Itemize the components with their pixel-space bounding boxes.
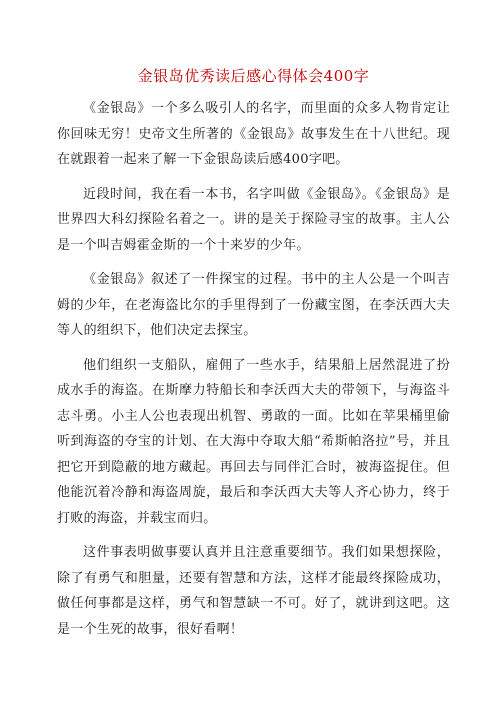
paragraph-adventure: 他们组织一支船队，雇佣了一些水手，结果船上居然混进了扮成水手的海盗。在斯摩力特船长和李沃西大夫的带领下，与海盗斗志斗勇。小主人公也表现出机智、勇敢的一面。比如在苹果桶里偷听到海盗的夺宝的计划、在大海中夺取大船“希斯帕洛拉”号，并且把它开到隐蔽的地方藏起。再回去与同伴汇合时，被海盗捉住。但他能沉着冷静和海盗周旋，最后和李沃西大夫等人齐心协力，终于打败的海盗，并载宝而归。 xyxy=(57,357,450,526)
paragraph-book-intro: 近段时间，我在看一本书，名字叫做《金银岛》。《金银岛》是世界四大科幻探险名着之一。讲的是关于探险寻宝的故事。主人公是一个叫吉姆霍金斯的一个十来岁的少年。 xyxy=(57,186,450,253)
document-title: 金银岛优秀读后感心得体会400字 xyxy=(137,67,370,85)
paragraph-story-summary: 《金银岛》叙述了一件探宝的过程。书中的主人公是一个叫吉姆的少年，在老海盗比尔的手里得到了一份藏宝图，在李沃西大夫等人的组织下，他们决定去探宝。 xyxy=(57,272,450,338)
paragraph-conclusion: 这件事表明做事要认真并且注意重要细节。我们如果想探险，除了有勇气和胆量，还要有智慧和方法，这样才能最终探险成功，做任何事都是这样，勇气和智慧缺一不可。好了，就讲到这吧。这是一个生死的故事，很好看啊！ xyxy=(57,545,450,637)
paragraph-intro: 《金银岛》一个多么吸引人的名字，而里面的众多人物肯定让你回味无穷！史帝文生所著的《金银岛》故事发生在十八世纪。现在就跟着一起来了解一下金银岛读后感400字吧。 xyxy=(57,101,450,167)
